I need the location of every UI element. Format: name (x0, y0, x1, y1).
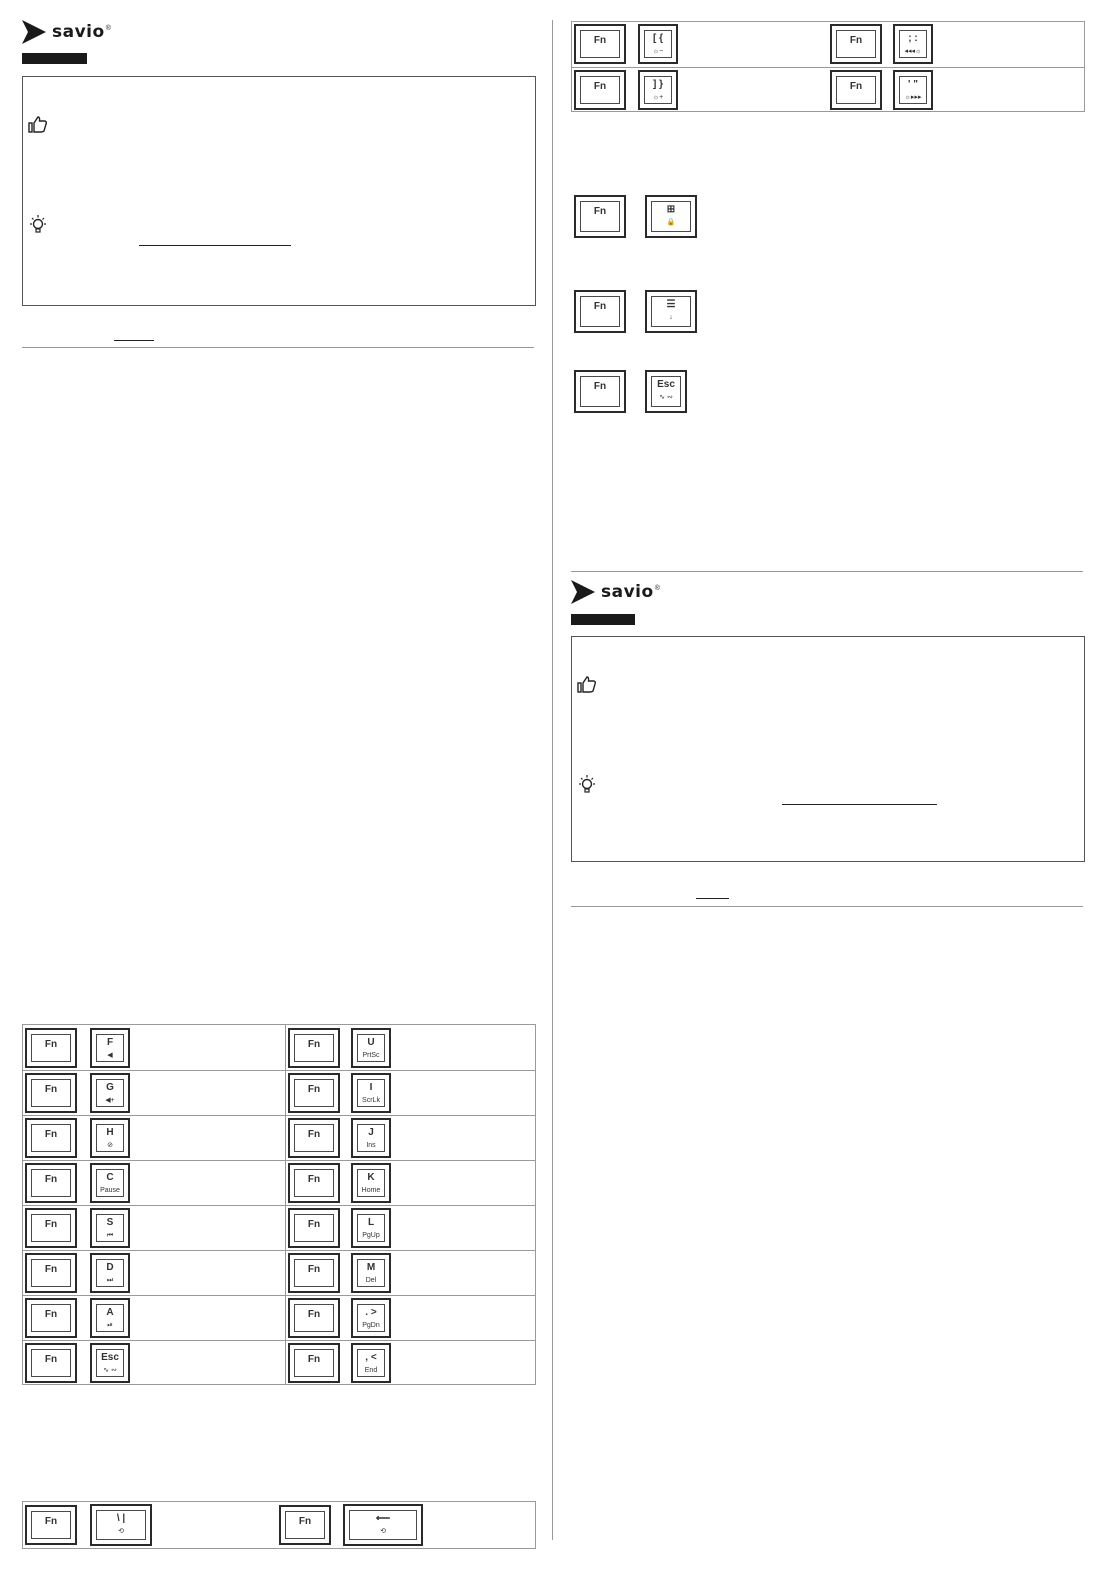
lightbulb-icon (576, 774, 598, 796)
table-row (23, 1205, 535, 1250)
fn-key: Fn (288, 1073, 340, 1113)
key-f: F ◀ (90, 1028, 130, 1068)
brand-name: savio (52, 22, 105, 42)
key-win-lock: ⊞ 🔒 (645, 195, 697, 238)
fn-key: Fn (25, 1343, 77, 1383)
table-row (23, 1070, 535, 1115)
fn-shortcut-table-right (571, 21, 1085, 112)
fn-key: Fn (288, 1253, 340, 1293)
key-period: . > PgDn (351, 1298, 391, 1338)
link-underline (139, 245, 291, 246)
key-l: L PgUp (351, 1208, 391, 1248)
fn-key: Fn (288, 1343, 340, 1383)
table-row (23, 1295, 535, 1340)
table-row (23, 1340, 535, 1385)
savio-logo-icon (22, 20, 46, 44)
language-bar (571, 614, 635, 625)
fn-key: Fn (288, 1208, 340, 1248)
key-bracket-right: ] } ☼+ (638, 70, 678, 110)
link-underline (696, 898, 729, 899)
fn-key: Fn (25, 1118, 77, 1158)
fn-key: Fn (288, 1028, 340, 1068)
key-menu: ☰ ↓ (645, 290, 697, 333)
brand-logo (571, 580, 660, 604)
fn-key: Fn (574, 24, 626, 64)
language-bar (22, 53, 87, 64)
key-esc: Esc ∿ ∾ (90, 1343, 130, 1383)
fn-key: Fn (574, 195, 626, 238)
table-row (23, 1025, 535, 1070)
brand-name: savio (601, 582, 654, 602)
fn-shortcut-table-bottom (22, 1501, 536, 1549)
fn-key: Fn (574, 290, 626, 333)
fn-key: Fn (288, 1118, 340, 1158)
key-j: J Ins (351, 1118, 391, 1158)
fn-key: Fn (574, 70, 626, 110)
table-row (572, 22, 1084, 67)
fn-key: Fn (25, 1163, 77, 1203)
fn-key: Fn (25, 1298, 77, 1338)
fn-key: Fn (830, 24, 882, 64)
section-divider (22, 347, 534, 348)
key-a: A ⏯ (90, 1298, 130, 1338)
fn-key: Fn (25, 1208, 77, 1248)
key-i: I ScrLk (351, 1073, 391, 1113)
fn-key: Fn (279, 1505, 331, 1545)
fn-key: Fn (830, 70, 882, 110)
fn-key: Fn (288, 1298, 340, 1338)
fn-key: Fn (25, 1505, 77, 1545)
key-u: U PrtSc (351, 1028, 391, 1068)
table-row (572, 67, 1084, 112)
link-underline (114, 340, 154, 341)
table-row (23, 1250, 535, 1295)
info-box (571, 636, 1085, 862)
key-g: G ◀+ (90, 1073, 130, 1113)
key-semicolon: ; : ◂◂◂☼ (893, 24, 933, 64)
thumbs-up-icon (27, 114, 49, 136)
key-d: D ⏭ (90, 1253, 130, 1293)
key-backslash: \ | ⟲ (90, 1504, 152, 1546)
table-row (23, 1115, 535, 1160)
fn-key: Fn (25, 1028, 77, 1068)
key-s: S ⏮ (90, 1208, 130, 1248)
info-box (22, 76, 536, 306)
key-comma: , < End (351, 1343, 391, 1383)
key-m: M Del (351, 1253, 391, 1293)
column-divider (552, 20, 553, 1540)
key-bracket-left: [ { ☼− (638, 24, 678, 64)
fn-key: Fn (574, 370, 626, 413)
fn-key: Fn (288, 1163, 340, 1203)
key-esc: Esc ∿ ∾ (645, 370, 687, 413)
table-row (23, 1160, 535, 1205)
section-divider (571, 571, 1083, 572)
lightbulb-icon (27, 214, 49, 236)
fn-key: Fn (25, 1073, 77, 1113)
link-underline (782, 804, 937, 805)
fn-shortcut-table (22, 1024, 536, 1385)
key-c: C Pause (90, 1163, 130, 1203)
section-divider (571, 906, 1083, 907)
thumbs-up-icon (576, 674, 598, 696)
key-backspace: ⟵ ⟲ (343, 1504, 423, 1546)
key-k: K Home (351, 1163, 391, 1203)
key-quote: ' " ☼▸▸▸ (893, 70, 933, 110)
savio-logo-icon (571, 580, 595, 604)
brand-logo (22, 20, 111, 44)
key-h: H ⊘ (90, 1118, 130, 1158)
brand-mark: ® (105, 24, 111, 32)
brand-mark: ® (654, 584, 660, 592)
fn-key: Fn (25, 1253, 77, 1293)
